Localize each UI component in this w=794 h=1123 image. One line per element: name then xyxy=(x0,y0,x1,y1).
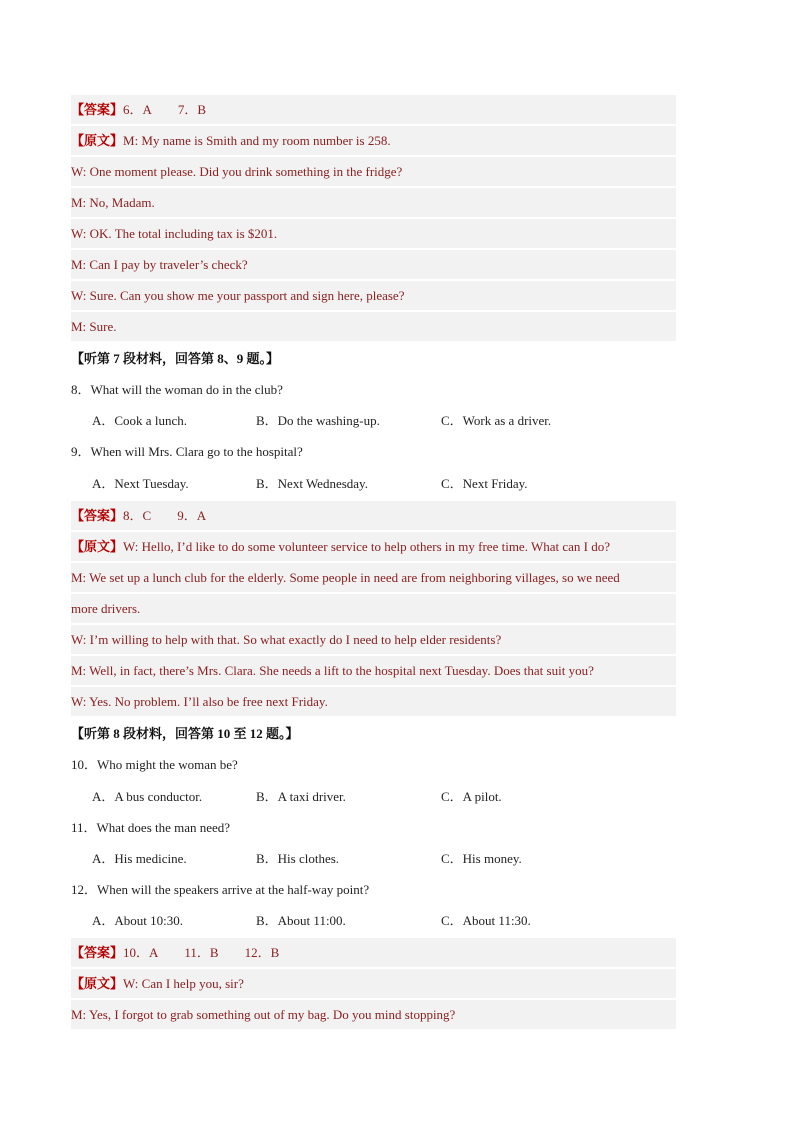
question-text: 12．When will the speakers arrive at the half-way point? xyxy=(71,882,370,897)
option-a: A．About 10:30. xyxy=(92,913,184,928)
transcript-line: M: Yes, I forgot to grab something out of my bag. Do you mind stopping? xyxy=(71,1000,676,1030)
answer-item: 11．B xyxy=(184,945,219,960)
options-row xyxy=(71,906,676,936)
transcript-line: M: Well, in fact, there’s Mrs. Clara. She needs a lift to the hospital next Tuesday. Does that suit you? xyxy=(71,656,676,686)
option-a: A．His medicine. xyxy=(92,851,187,866)
transcript-line: M: We set up a lunch club for the elderly. Some people in need are from neighboring villages, so we need xyxy=(71,563,676,593)
options-row xyxy=(71,406,676,436)
transcript-line: M: Sure. xyxy=(71,312,676,342)
option-c: C．Work as a driver. xyxy=(441,413,552,428)
answer-line xyxy=(71,501,676,531)
source-tag: 【原文】 xyxy=(71,539,124,554)
option-b: B．Do the washing-up. xyxy=(256,413,380,428)
option-b: B．About 11:00. xyxy=(256,913,346,928)
transcript-line: W: Yes. No problem. I’ll also be free next Friday. xyxy=(71,687,676,717)
transcript-line: M: No, Madam. xyxy=(71,188,676,218)
transcript-line: W: OK. The total including tax is $201. xyxy=(71,219,676,249)
source-tag: 【原文】 xyxy=(71,976,124,991)
options-row xyxy=(71,469,676,499)
option-b: B．Next Wednesday. xyxy=(256,476,368,491)
answer-item: 9．A xyxy=(177,508,207,523)
transcript-line xyxy=(71,532,676,562)
question-text: 10．Who might the woman be? xyxy=(71,757,238,772)
question-text: 9．When will Mrs. Clara go to the hospital? xyxy=(71,444,303,459)
transcript-line xyxy=(71,969,676,999)
answer-item: 12．B xyxy=(244,945,280,960)
transcript-line: more drivers. xyxy=(71,594,676,624)
section-heading: 【听第 8 段材料，回答第 10 至 12 题。】 xyxy=(71,726,299,741)
answer-line xyxy=(71,95,676,125)
transcript-line: W: One moment please. Did you drink something in the fridge? xyxy=(71,157,676,187)
option-c: C．His money. xyxy=(441,851,522,866)
answer-line xyxy=(71,938,676,968)
transcript-line: M: Can I pay by traveler’s check? xyxy=(71,250,676,280)
question-text: 11．What does the man need? xyxy=(71,820,231,835)
option-a: A．Next Tuesday. xyxy=(92,476,189,491)
option-c: C．About 11:30. xyxy=(441,913,531,928)
option-c: C．A pilot. xyxy=(441,789,502,804)
option-a: A．Cook a lunch. xyxy=(92,413,187,428)
answer-tag: 【答案】 xyxy=(71,508,124,523)
question-text: 8．What will the woman do in the club? xyxy=(71,382,283,397)
answer-tag: 【答案】 xyxy=(71,945,124,960)
answer-item: 7．B xyxy=(177,102,207,117)
dialogue-text: W: Hello, I’d like to do some volunteer service to help others in my free time. What can I do? xyxy=(123,539,611,554)
answer-item: 10．A xyxy=(123,945,159,960)
options-row xyxy=(71,782,676,812)
source-tag: 【原文】 xyxy=(71,133,124,148)
option-b: B．A taxi driver. xyxy=(256,789,346,804)
option-b: B．His clothes. xyxy=(256,851,340,866)
dialogue-text: M: My name is Smith and my room number is 258. xyxy=(123,133,391,148)
option-c: C．Next Friday. xyxy=(441,476,528,491)
section-heading: 【听第 7 段材料，回答第 8、9 题。】 xyxy=(71,351,280,366)
transcript-line: W: Sure. Can you show me your passport and sign here, please? xyxy=(71,281,676,311)
answer-item: 6．A xyxy=(123,102,152,117)
transcript-line: W: I’m willing to help with that. So what exactly do I need to help elder residents? xyxy=(71,625,676,655)
answer-item: 8．C xyxy=(123,508,152,523)
option-a: A．A bus conductor. xyxy=(92,789,203,804)
transcript-line xyxy=(71,126,676,156)
options-row xyxy=(71,844,676,874)
dialogue-text: W: Can I help you, sir? xyxy=(123,976,244,991)
answer-tag: 【答案】 xyxy=(71,102,124,117)
